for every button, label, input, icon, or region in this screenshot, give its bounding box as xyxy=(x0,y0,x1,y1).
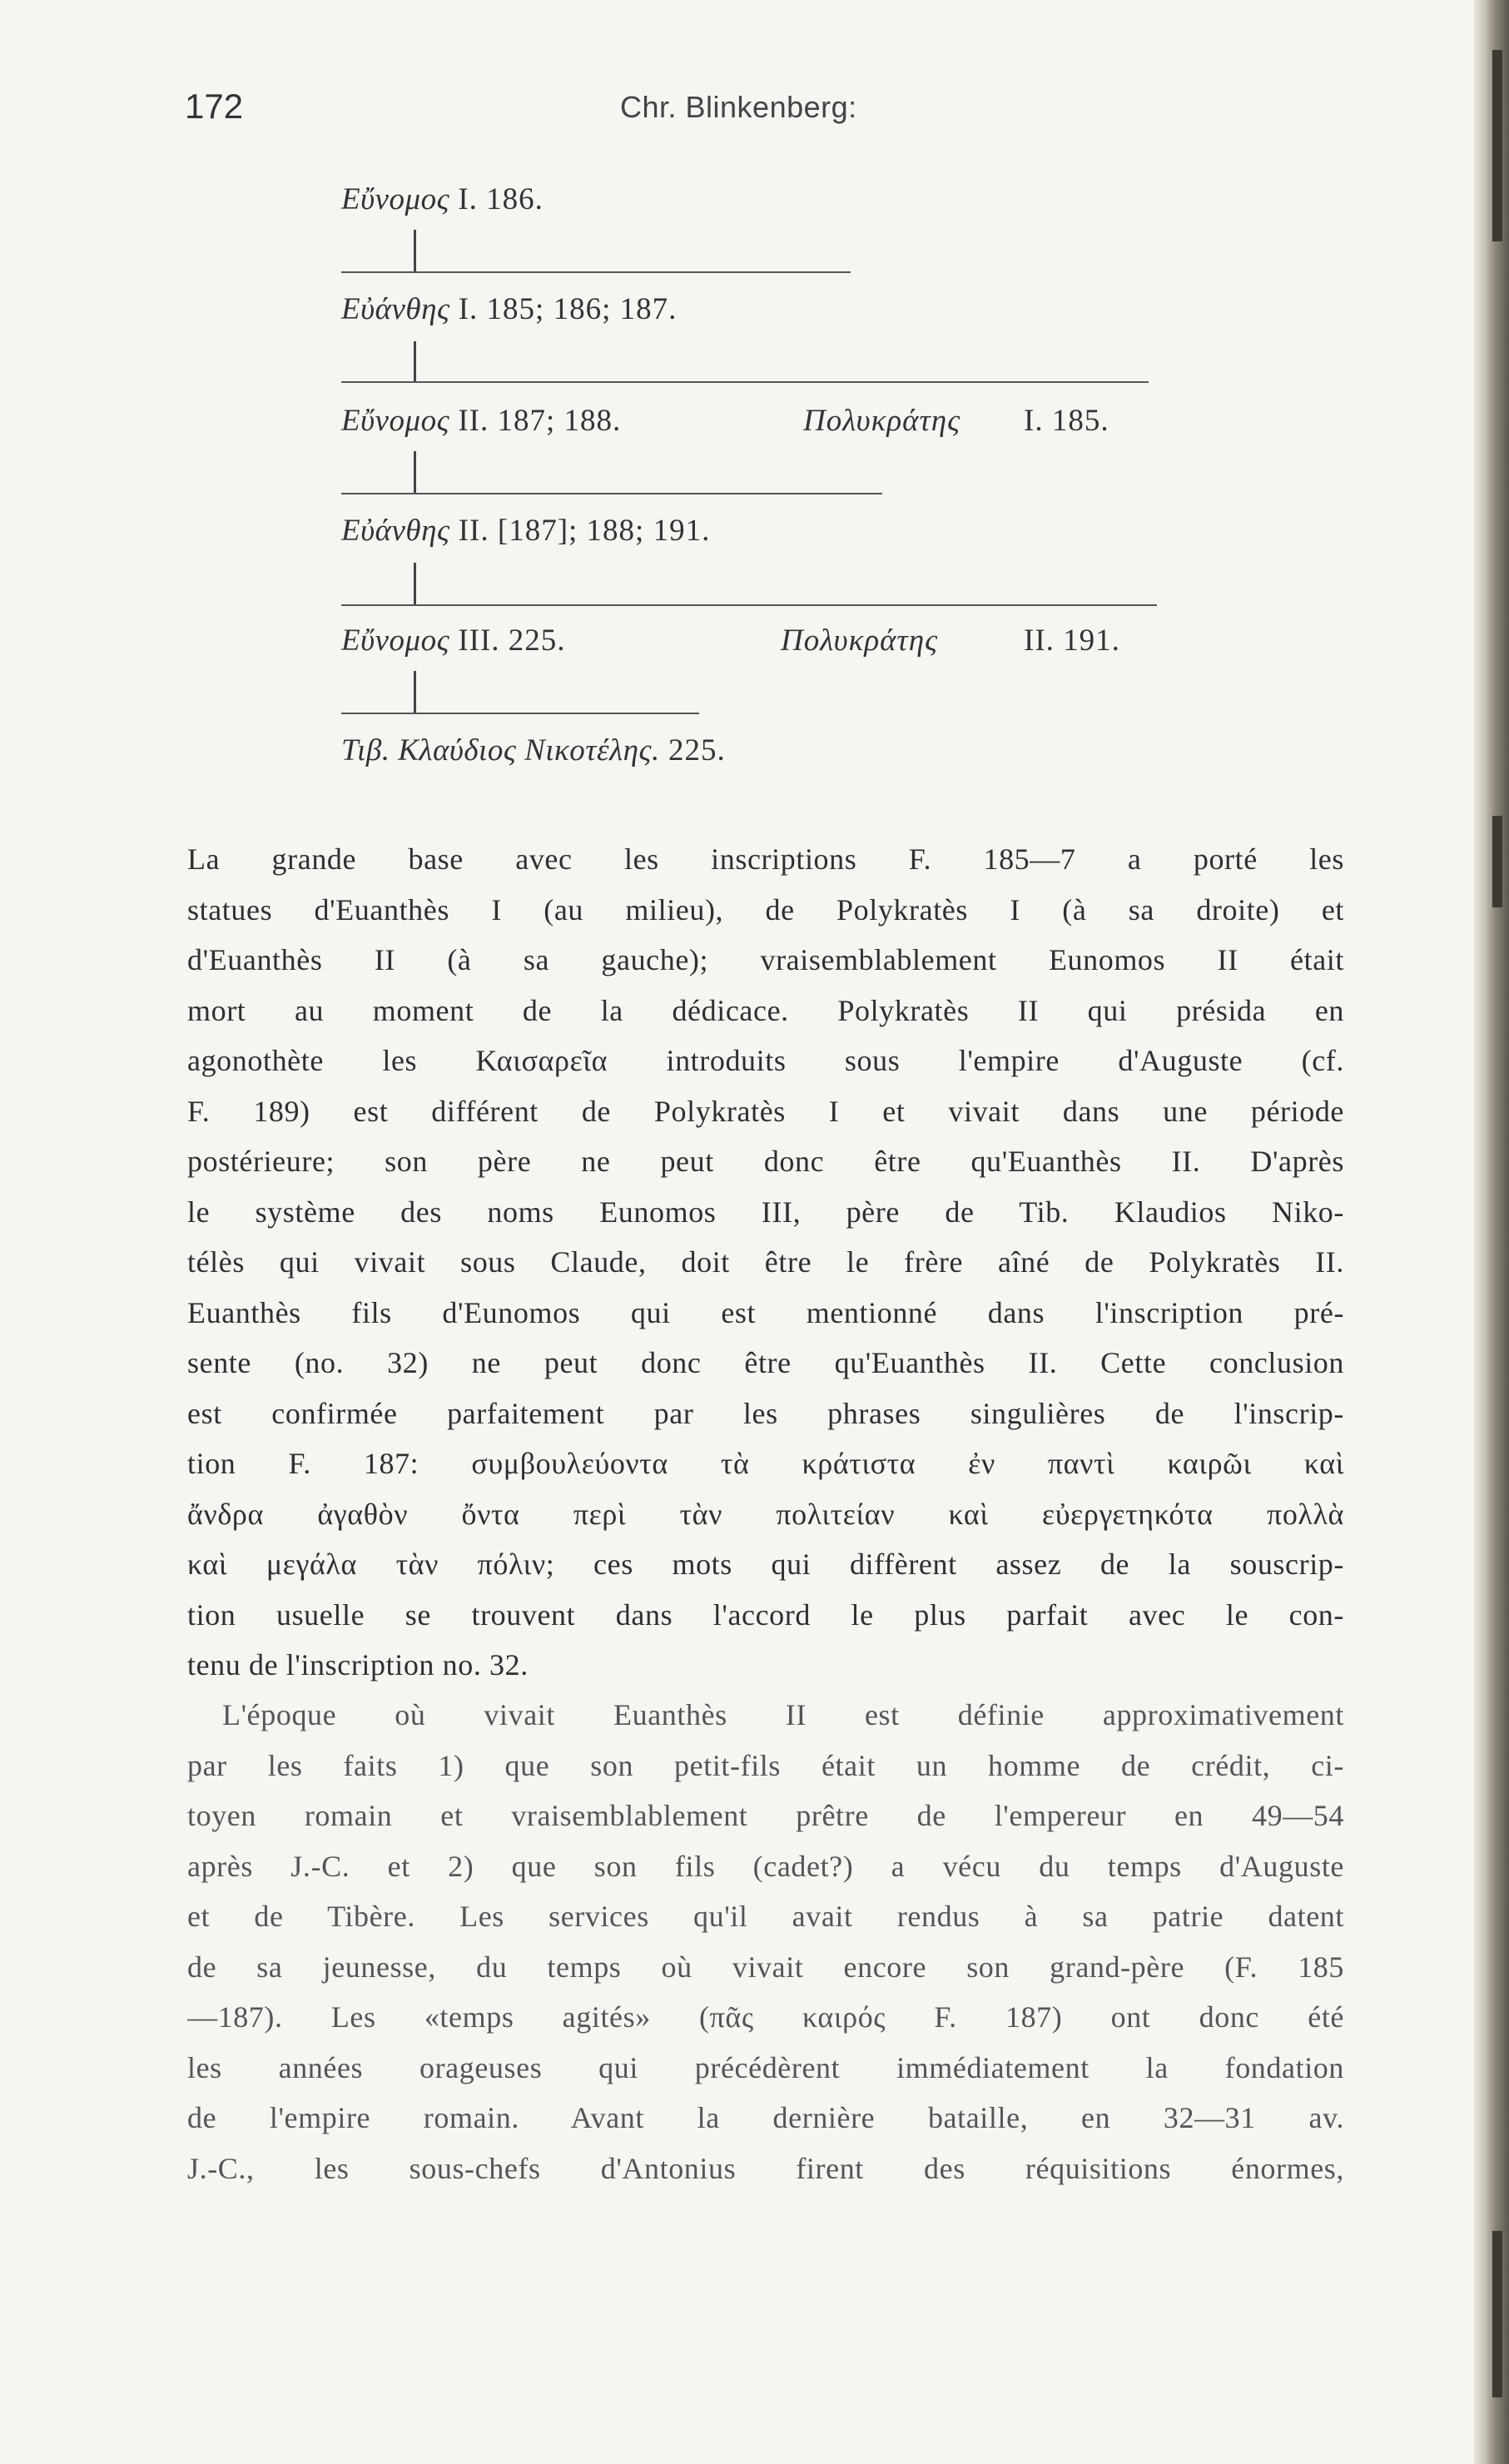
stemma-sibling-ref: II. 191. xyxy=(1024,623,1120,658)
text-line: statues d'Euanthès I (au milieu), de Polykratès I (à sa droite) et xyxy=(187,892,1344,926)
descent-line xyxy=(414,230,416,271)
text-line: tion F. 187: συμβουλεύοντα τὰ κράτιστα ἐν παντὶ καιρῶι καὶ xyxy=(187,1447,1344,1480)
text-line: après J.-C. et 2) que son fils (cadet?) a vécu du temps d'Auguste xyxy=(187,1849,1344,1883)
text-line: —187). Les «temps agités» (πᾶς καιρός F. 187) ont donc été xyxy=(187,2000,1344,2034)
generation-rule xyxy=(341,713,699,714)
text-line: est confirmée parfaitement par les phrases singulières de l'inscrip- xyxy=(187,1396,1344,1430)
stemma-entry-euanthes-1 xyxy=(341,291,677,327)
paragraph-1 xyxy=(187,834,1344,1691)
binding-mark xyxy=(1492,816,1502,907)
text-line: et de Tibère. Les services qu'il avait rendus à sa patrie datent xyxy=(187,1900,1344,1933)
binding-mark xyxy=(1492,2231,1502,2397)
text-line: L'époque où vivait Euanthès II est définie approximativement xyxy=(222,1698,1344,1731)
text-line: par les faits 1) que son petit-fils était un homme de crédit, ci- xyxy=(187,1748,1344,1782)
descent-line xyxy=(414,341,416,383)
running-title: Chr. Blinkenberg: xyxy=(620,90,857,124)
text-line: toyen romain et vraisemblablement prêtre de l'empereur en 49—54 xyxy=(187,1799,1344,1832)
text-line: les années orageuses qui précédèrent immédiatement la fondation xyxy=(187,2050,1344,2084)
stemma-ref: III. 225. xyxy=(458,623,566,658)
stemma-name: Εὐάνθης xyxy=(341,292,450,326)
stemma-entry-eunomos-2 xyxy=(341,403,1109,439)
text-line: F. 189) est différent de Polykratès I et vivait dans une période xyxy=(187,1094,1344,1128)
stemma-name: Εὔνομος xyxy=(341,182,450,216)
stemma-sibling-ref: I. 185. xyxy=(1024,404,1109,438)
family-tree-stemma xyxy=(0,0,1509,799)
stemma-name: Εὔνομος xyxy=(341,404,450,438)
text-line: Euanthès fils d'Eunomos qui est mentionné dans l'inscription pré- xyxy=(187,1295,1344,1329)
text-line: καὶ μεγάλα τὰν πόλιν; ces mots qui diffèrent assez de la souscrip- xyxy=(187,1547,1344,1581)
generation-rule xyxy=(341,493,882,494)
text-line: de sa jeunesse, du temps où vivait encore son grand-père (F. 185 xyxy=(187,1950,1344,1984)
stemma-entry-eunomos-3 xyxy=(341,623,1120,658)
text-line: de l'empire romain. Avant la dernière bataille, en 32—31 av. xyxy=(187,2101,1344,2134)
stemma-ref: II. [187]; 188; 191. xyxy=(458,514,711,548)
text-line: ἄνδρα ἀγαθὸν ὄντα περὶ τὰν πολιτείαν καὶ εὐεργετηκότα πολλὰ xyxy=(187,1497,1344,1531)
paragraph-2 xyxy=(187,1690,1344,2193)
binding-mark xyxy=(1492,50,1502,241)
text-line: agonothète les Καισαρεῖα introduits sous l'empire d'Auguste (cf. xyxy=(187,1044,1344,1077)
text-line: mort au moment de la dédicace. Polykratès II qui présida en xyxy=(187,993,1344,1027)
stemma-entry-nikoteles xyxy=(341,733,726,768)
stemma-ref: I. 186. xyxy=(458,182,544,216)
stemma-entry-euanthes-2 xyxy=(341,513,710,549)
text-line: tenu de l'inscription no. 32. xyxy=(187,1648,529,1682)
text-line: d'Euanthès II (à sa gauche); vraisemblablement Eunomos II était xyxy=(187,943,1344,976)
generation-rule xyxy=(341,271,851,273)
text-line: La grande base avec les inscriptions F. 185—7 a porté les xyxy=(187,842,1344,876)
stemma-entry-eunomos-1 xyxy=(341,181,544,217)
generation-rule xyxy=(341,381,1149,383)
text-line: télès qui vivait sous Claude, doit être le frère aîné de Polykratès II. xyxy=(187,1245,1344,1279)
stemma-ref: II. 187; 188. xyxy=(458,404,622,438)
stemma-name: Εὐάνθης xyxy=(341,514,450,548)
stemma-ref: 225. xyxy=(668,733,726,768)
descent-line xyxy=(414,563,416,606)
stemma-name: Εὔνομος xyxy=(341,623,450,658)
text-line: postérieure; son père ne peut donc être qu'Euanthès II. D'après xyxy=(187,1145,1344,1178)
stemma-sibling-name: Πολυκράτης xyxy=(803,404,961,438)
text-line: tion usuelle se trouvent dans l'accord le plus parfait avec le con- xyxy=(187,1597,1344,1632)
descent-line xyxy=(414,451,416,494)
stemma-ref: I. 185; 186; 187. xyxy=(458,292,678,326)
descent-line xyxy=(414,671,416,714)
generation-rule xyxy=(341,604,1157,606)
text-line: sente (no. 32) ne peut donc être qu'Euanthès II. Cette conclusion xyxy=(187,1346,1344,1379)
page-edge-shadow xyxy=(1474,0,1509,2464)
stemma-sibling-name: Πολυκράτης xyxy=(781,623,939,658)
stemma-name: Τιβ. Κλαύδιος Νικοτέλης. xyxy=(341,733,660,768)
text-line: J.-C., les sous-chefs d'Antonius firent des réquisitions énormes, xyxy=(187,2151,1344,2185)
text-line: le système des noms Eunomos III, père de Tib. Klaudios Niko- xyxy=(187,1195,1344,1229)
page-number: 172 xyxy=(185,87,244,126)
